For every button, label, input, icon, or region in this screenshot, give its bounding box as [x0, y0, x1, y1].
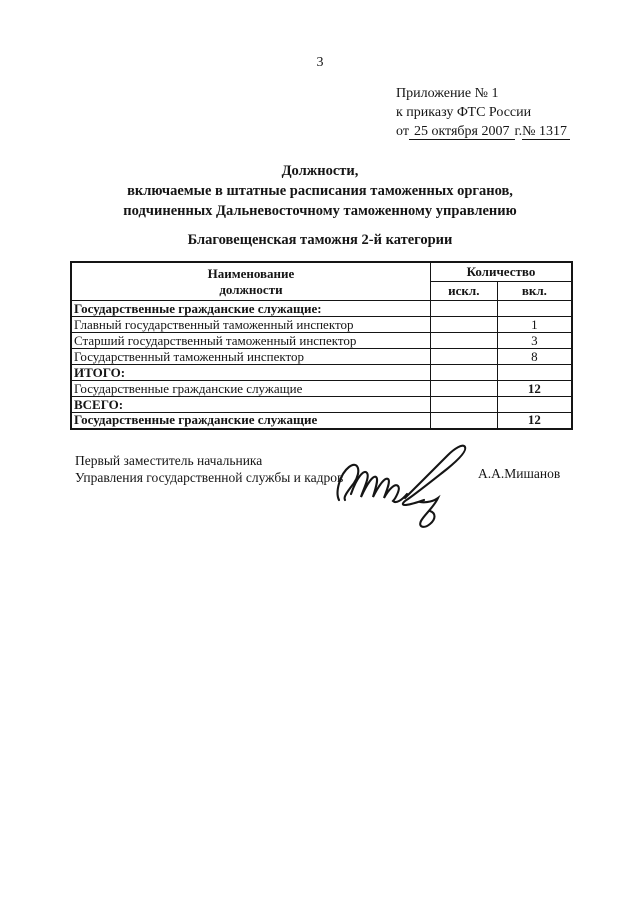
- handwritten-signature: [332, 430, 482, 532]
- table-header-row-1: [71, 262, 572, 282]
- table-row-subtotal-label: ИТОГО:: [71, 365, 572, 381]
- date-mid: г.: [514, 124, 523, 139]
- column-header-quantity: Количество: [430, 262, 572, 282]
- document-title: [0, 161, 640, 221]
- signatory-position-line-1: Первый заместитель начальника: [75, 453, 263, 468]
- title-line-2: включаемые в штатные расписания таможенных органов,: [127, 183, 513, 199]
- appendix-header: [396, 84, 570, 141]
- date-prefix: от: [396, 124, 409, 139]
- column-header-excluded: искл.: [430, 282, 497, 301]
- column-header-included: вкл.: [497, 282, 572, 301]
- table-row-senior-inspector: Старший государственный таможенный инспектор 3: [71, 333, 572, 349]
- table-row-group-civil-servants: Государственные гражданские служащие:: [71, 301, 572, 317]
- signatory-position-line-2: Управления государственной службы и кадров: [75, 470, 344, 485]
- table-row-subtotal-value: Государственные гражданские служащие 12: [71, 381, 572, 397]
- table-row-total-value: Государственные гражданские служащие 12: [71, 413, 572, 429]
- signatory-position: [75, 452, 343, 486]
- table-row-total-label: ВСЕГО:: [71, 397, 572, 413]
- appendix-line-2: к приказу ФТС России: [396, 105, 532, 120]
- column-header-position-name: Наименование должности: [71, 262, 430, 301]
- order-number: № 1317: [522, 124, 570, 140]
- customs-office-subtitle: Благовещенская таможня 2-й категории: [187, 232, 453, 248]
- staff-positions-table: [70, 261, 573, 430]
- appendix-date-line: [396, 122, 570, 141]
- appendix-line-1: Приложение № 1: [396, 86, 499, 101]
- title-line-3: подчиненных Дальневосточному таможенному управлению: [123, 203, 517, 219]
- page-number: 3: [316, 55, 324, 70]
- title-line-1: Должности,: [281, 163, 359, 179]
- table-row-inspector: Государственный таможенный инспектор 8: [71, 349, 572, 365]
- order-date: 25 октября 2007: [409, 124, 515, 140]
- table-row-chief-inspector: Главный государственный таможенный инспектор 1: [71, 317, 572, 333]
- signatory-name: А.А.Мишанов: [478, 466, 561, 481]
